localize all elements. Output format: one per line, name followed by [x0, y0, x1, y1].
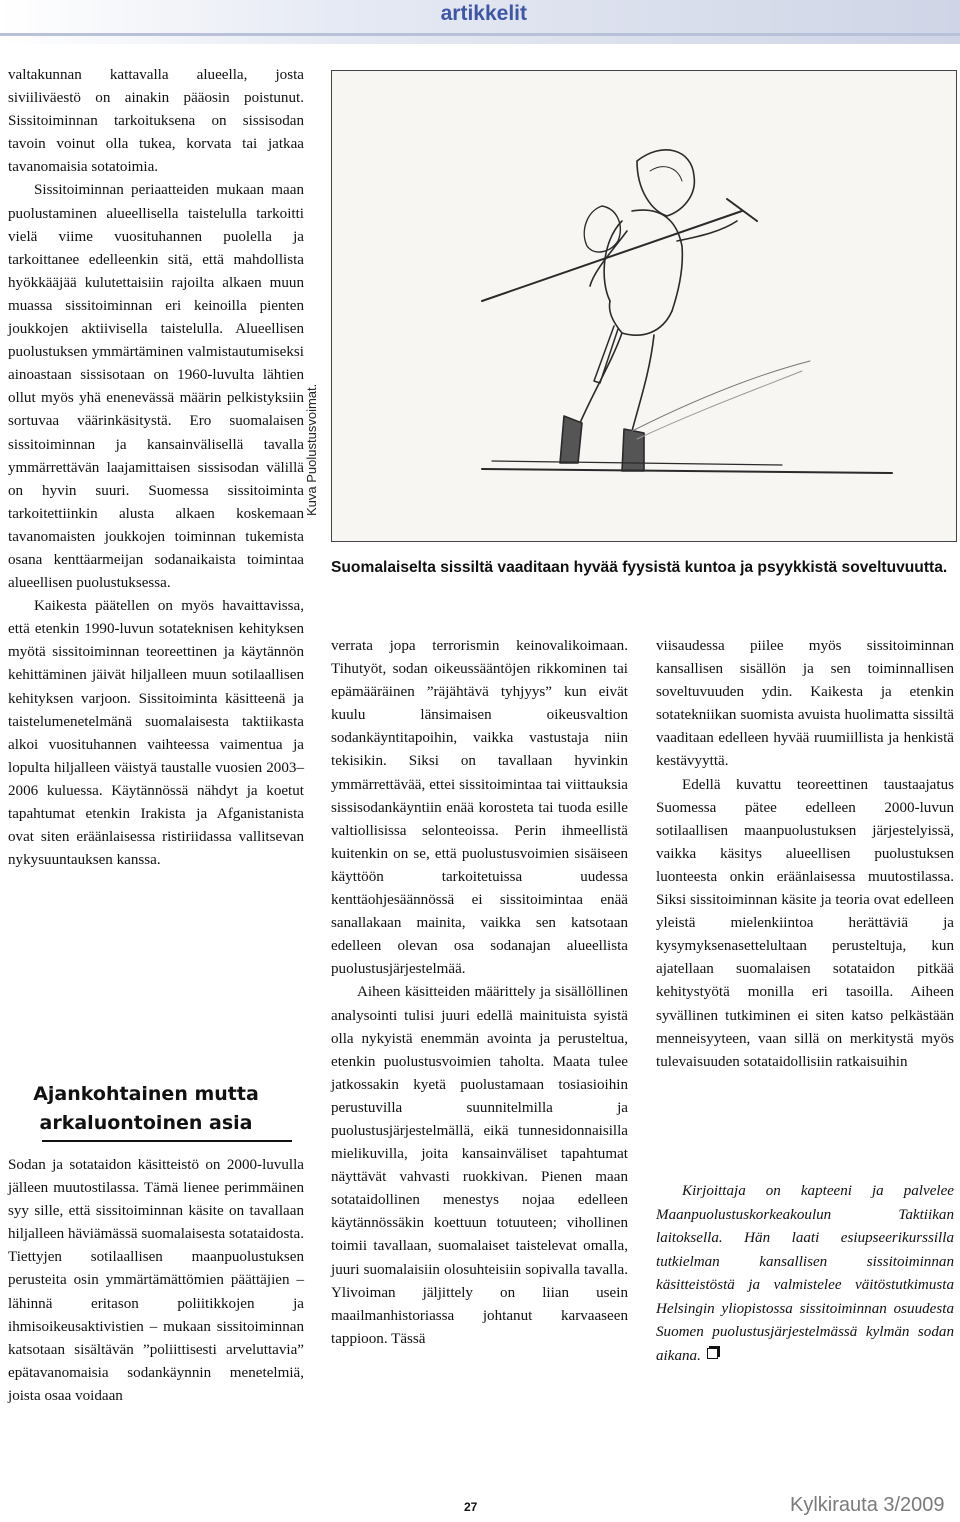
magazine-issue: Kylkirauta 3/2009 — [790, 1494, 945, 1516]
right-paragraph-1: viisaudessa piilee myös sissitoiminnan kansallisen sisällön ja sen toiminnallisen soveltuvuuden ydin. Kaikesta ja etenkin sotatekniikan suomista avuista huolimatta sissiltä vaaditaan edelleen hyvää ruumiillista ja henkistä kestävyyttä. — [656, 638, 954, 770]
end-of-article-icon — [707, 1348, 718, 1359]
section-header-bar — [0, 0, 960, 44]
author-bio-text: Kirjoittaja on kapteeni ja palvelee Maanpuolustuskorkeakoulun Taktiikan laitoksella. Hän laati esiupseerikurssilla tutkielman kansallisen sissitoiminnan käsitteistöstä ja valmistelee väitöstutkimusta Helsingin yliopistossa sissitoiminnan osuudesta Suomen puolustusjärjestelmässä kylmän sodan aikana. — [656, 1183, 954, 1364]
left-paragraph-1: valtakunnan kattavalla alueella, josta siviiliväestö on ainakin pääosin poistunut. Sissitoiminnan tarkoituksena on sissisodan tavoin voinut olla tukea, korvata tai jatkaa tavanomaisia sotatoimia. — [8, 67, 304, 176]
subheading-rule — [42, 1140, 292, 1142]
header-rule — [0, 33, 960, 36]
left-column-lower — [8, 1154, 304, 1408]
article-illustration — [331, 70, 957, 542]
right-column — [656, 635, 954, 1074]
subheading: Ajankohtainen mutta arkaluontoinen asia — [33, 1083, 259, 1134]
right-paragraph-2: Edellä kuvattu teoreettinen taustaajatus Suomessa pätee edelleen 2000-luvun sotilaallisen maanpuolustuksen järjestelyissä, vaikka käsitys alueellisen puolustuksen luonteesta onkin eräänlaisessa muutostilassa. Siksi sissitoiminnan käsite ja teoria ovat edelleen yleistä mielenkiintoa herättäviä ja kysymyksenasettelultaan perusteltuja, kun ajatellaan suomalaisen sotataidon pitkää kehitystyötä monilla eri tasoilla. Aiheen syvällinen tutkiminen ei siten katso pelkästään menneisyyteen, vaan sillä on merkitystä myös tulevaisuuden sotataidollisiin ratkaisuihin — [656, 776, 954, 1070]
middle-paragraph-1: verrata jopa terrorismin keinovalikoimaan. Tihutyöt, sodan oikeussääntöjen rikkominen tai epämääräinen ”räjähtävä tyhjyys” kun eivät kuulu länsimaisen oikeusvaltion sodankäyntitapoihin, vaikka vastustaja niin tekisikin. Siksi on tavallaan hyvinkin ymmärrettävää, ettei sissitoimintaa tai viittauksia sissisodankäyntiin enää korosteta tai tuoda esille valtiollisissa selonteoissa. Perin ihmeellistä kuitenkin on se, että puolustusvoimien sisäiseen käyttöön tarkoitetuissa uudessa kenttäohjesäännössä ei sissitoimintaa enää sanallakaan mainita, vaikka sen katsotaan edelleen olevan osa sodanajan alueellista puolustusjärjestelmää. — [331, 638, 628, 978]
left-paragraph-2: Sissitoiminnan periaatteiden mukaan maan puolustaminen alueellisella taistelulla tarkoitti vielä viime vuosituhannen puolella ja tarkoittanee edelleenkin sitä, että mahdollista hyökkääjää kulutettaisiin rajoilta alkaen muun muassa sissitoiminnan eri keinoilla pienten joukkojen aktiivisella taistelulla. Alueellisen puolustuksen ymmärtäminen valmistautumiseksi ainoastaan sissisotaan on 1960-luvulta lähtien ollut myös yhä enenevässä määrin pelkistyksiin sortuvaa väärinkäsitystä. Ero suomalaisen sissitoiminnan ja kansainvälisellä tavalla ymmärrettävän laajamittaisen sissisodan välillä on hyvin suuri. Suomessa sissitoiminta tarkoitettiinkin alusta alkaen koskemaan tavanomaisten joukkojen toiminnan tukemista osana kenttäarmeijan sodanaikaista toimintaa alueellisen puolustuksessa. — [8, 182, 304, 592]
figure-caption: Suomalaiselta sissiltä vaaditaan hyvää fyysistä kuntoa ja psyykkistä soveltuvuutta. — [331, 559, 948, 576]
left-paragraph-4: Sodan ja sotataidon käsitteistö on 2000-luvulla jälleen muutostilassa. Tämä lienee perimmäinen syy sille, että sissitoiminnan käsite on tavallaan hiljalleen häviämässä suomalaisesta sotataidosta. Tiettyjen sotilaallisen maanpuolustuksen perusteita osin ymmärtämättömien päättäjien – lähinnä eritason poliitikkojen ja ihmisoikeusaktivistien – mukaan sissitoiminnan katsotaan sisältävän ”poliittisesti arveluttavia” epätavanomaisia sodankäynnin menetelmiä, joista osaa voidaan — [8, 1157, 304, 1404]
section-title: artikkelit — [440, 2, 527, 25]
photo-credit — [304, 383, 334, 546]
middle-paragraph-2: Aiheen käsitteiden määrittely ja sisällöllinen analysointi tulisi juuri edellä mainituista syistä olla nykyistä enemmän avointa ja perusteltua, etenkin puolustusvoimien taholta. Maata tulee jatkossakin kyetä puolustamaan tosiasioihin perustuvilla suunnitelmilla ja puolustusjärjestelmällä, eikä tunnesidonnaisilla mielikuvilla, joita kansainväliset tapahtumat näyttävät vahvasti ruokkivan. Pienen maan sotataidollinen menestys nojaa edelleen käytännössäkin koettuun totuuteen; vihollinen toimii tavallaan, suomalaiset taistelevat omalla, juuri suomalaisiin olosuhteisiin sopivalla tavalla. Ylivoiman jäljittely on liian usein maailmanhistoriassa johtanut karvaaseen tappioon. Tässä — [331, 984, 628, 1347]
middle-column — [331, 635, 628, 1351]
photo-credit-text: Kuva Puolustusvoimat. — [304, 383, 319, 516]
author-bio — [656, 1180, 954, 1368]
page-number: 27 — [464, 1500, 478, 1514]
left-paragraph-3: Kaikesta päätellen on myös havaittavissa, että etenkin 1990-luvun sotateknisen kehityksen myötä sissitoiminnan teoreettinen ja käytännön kehittäminen jäivät hiljalleen muun sotilaallisen kehityksen varjoon. Sissitoiminta käsitteenä ja taistelumenetelmänä suomalaisesta taktiikasta alkoi vuosituhannen vaihteessa vaimentua ja lopulta hiljalleen väistyä taustalle vuosien 2003–2006 kuluessa. Käytännössä nähdyt ja koetut tapahtumat etenkin Irakista ja Afganistanista ovat siten eräänlaisessa ristiriidassa vallitsevan nykysuuntauksen kanssa. — [8, 598, 304, 869]
left-column — [8, 64, 304, 872]
skier-soldier-drawing — [332, 71, 956, 541]
